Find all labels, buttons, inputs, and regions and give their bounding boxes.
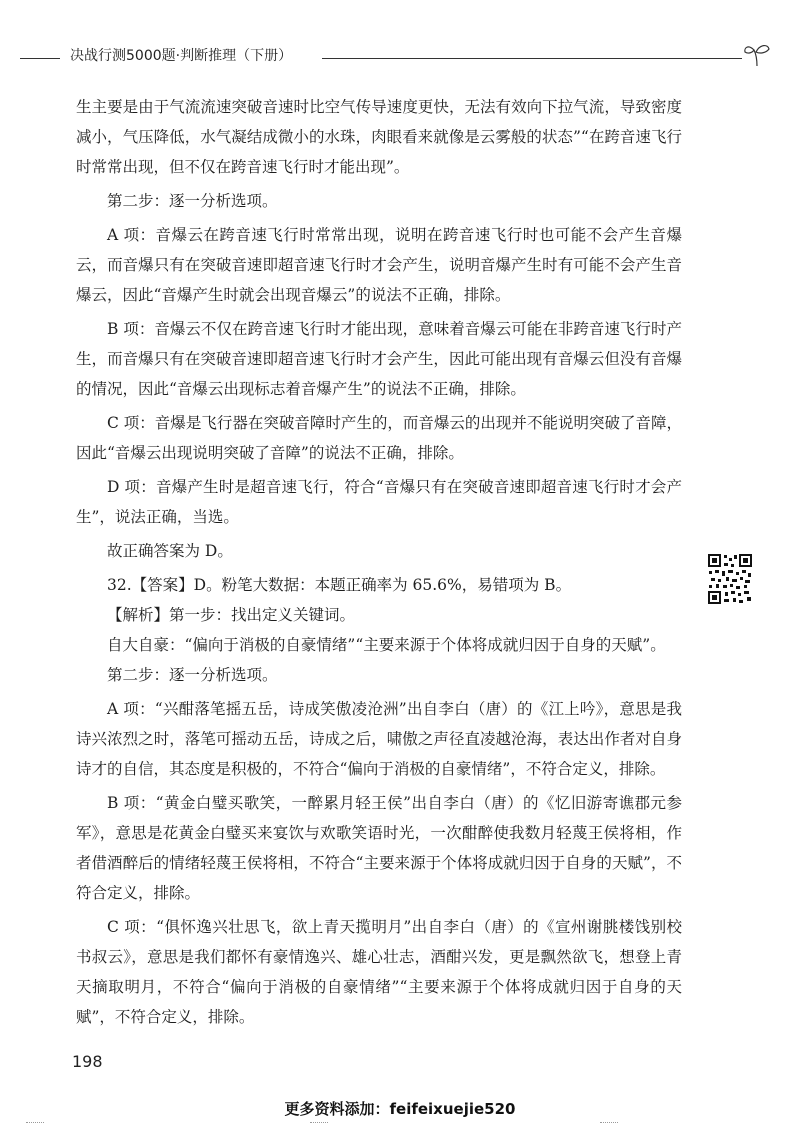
scan-mark bbox=[600, 1122, 618, 1123]
scan-mark bbox=[310, 1122, 328, 1123]
leaf-sprout-icon bbox=[742, 40, 772, 68]
scan-mark bbox=[26, 1122, 44, 1123]
paragraph: 故正确答案为 D。 bbox=[107, 542, 233, 560]
paragraph: 第二步：逐一分析选项。 bbox=[107, 192, 278, 210]
paragraph: A 项：音爆云在跨音速飞行时常常出现，说明在跨音速飞行时也可能不会产生音爆云，而音爆只有在突破音速即超音速飞行时才会产生，说明音爆产生时有可能不会产生音爆云，因此“音爆产生时就会出现音爆云”的说法不正确，排除。 bbox=[76, 226, 682, 304]
paragraph: 自大自豪：“偏向于消极的自豪情绪”“主要来源于个体将成就归因于自身的天赋”。 bbox=[107, 636, 666, 654]
paragraph: C 项：音爆是飞行器在突破音障时产生的，而音爆云的出现并不能说明突破了音障，因此“音爆云出现说明突破了音障”的说法不正确，排除。 bbox=[76, 414, 682, 462]
analysis-heading: 【解析】第一步：找出定义关键词。 bbox=[107, 606, 356, 624]
paragraph: B 项：音爆云不仅在跨音速飞行时才能出现，意味着音爆云可能在非跨音速飞行时产生，而音爆只有在突破音速即超音速飞行时才会产生，因此可能出现有音爆云但没有音爆的情况，因此“音爆云出现标志着音爆产生”的说法不正确，排除。 bbox=[76, 320, 682, 398]
running-header bbox=[0, 40, 800, 70]
page-number: 198 bbox=[72, 1052, 103, 1071]
page-body bbox=[76, 92, 682, 1032]
paragraph: 生主要是由于气流流速突破音速时比空气传导速度更快，无法有效向下拉气流，导致密度减小，气压降低，水气凝结成微小的水珠，肉眼看来就像是云雾般的状态”“在跨音速飞行时常常出现，但不仅在跨音速飞行时才能出现”。 bbox=[76, 98, 682, 176]
qr-code-icon[interactable] bbox=[707, 553, 753, 605]
paragraph: D 项：音爆产生时是超音速飞行，符合“音爆只有在突破音速即超音速飞行时才会产生”，说法正确，当选。 bbox=[76, 478, 682, 526]
footer-note: 更多资料添加：feifeixuejie520 bbox=[284, 1100, 516, 1118]
header-rule-right bbox=[322, 58, 742, 59]
header-title: 决战行测5000题·判断推理（下册） bbox=[70, 48, 293, 64]
answer-line: 32.【答案】D。粉笔大数据：本题正确率为 65.6%，易错项为 B。 bbox=[107, 576, 572, 594]
paragraph: 第二步：逐一分析选项。 bbox=[107, 666, 278, 684]
paragraph: C 项：“俱怀逸兴壮思飞，欲上青天揽明月”出自李白（唐）的《宣州谢朓楼饯别校书叔云》，意思是我们都怀有豪情逸兴、雄心壮志，酒酣兴发，更是飘然欲飞，想登上青天摘取明月，不符合“偏向于消极的自豪情绪”“主要来源于个体将成就归因于自身的天赋”，不符合定义，排除。 bbox=[76, 918, 682, 1026]
paragraph: A 项：“兴酣落笔摇五岳，诗成笑傲凌沧洲”出自李白（唐）的《江上吟》，意思是我诗兴浓烈之时，落笔可摇动五岳，诗成之后，啸傲之声径直凌越沧海，表达出作者对自身诗才的自信，其态度是积极的，不符合“偏向于消极的自豪情绪”，不符合定义，排除。 bbox=[76, 700, 682, 778]
header-rule-left bbox=[20, 58, 60, 59]
paragraph: B 项：“黄金白璧买歌笑，一醉累月轻王侯”出自李白（唐）的《忆旧游寄谯郡元参军》，意思是花黄金白璧买来宴饮与欢歌笑语时光，一次酣醉使我数月轻蔑王侯将相，作者借酒醉后的情绪轻蔑王侯将相，不符合“主要来源于个体将成就归因于自身的天赋”，不符合定义，排除。 bbox=[76, 794, 682, 902]
